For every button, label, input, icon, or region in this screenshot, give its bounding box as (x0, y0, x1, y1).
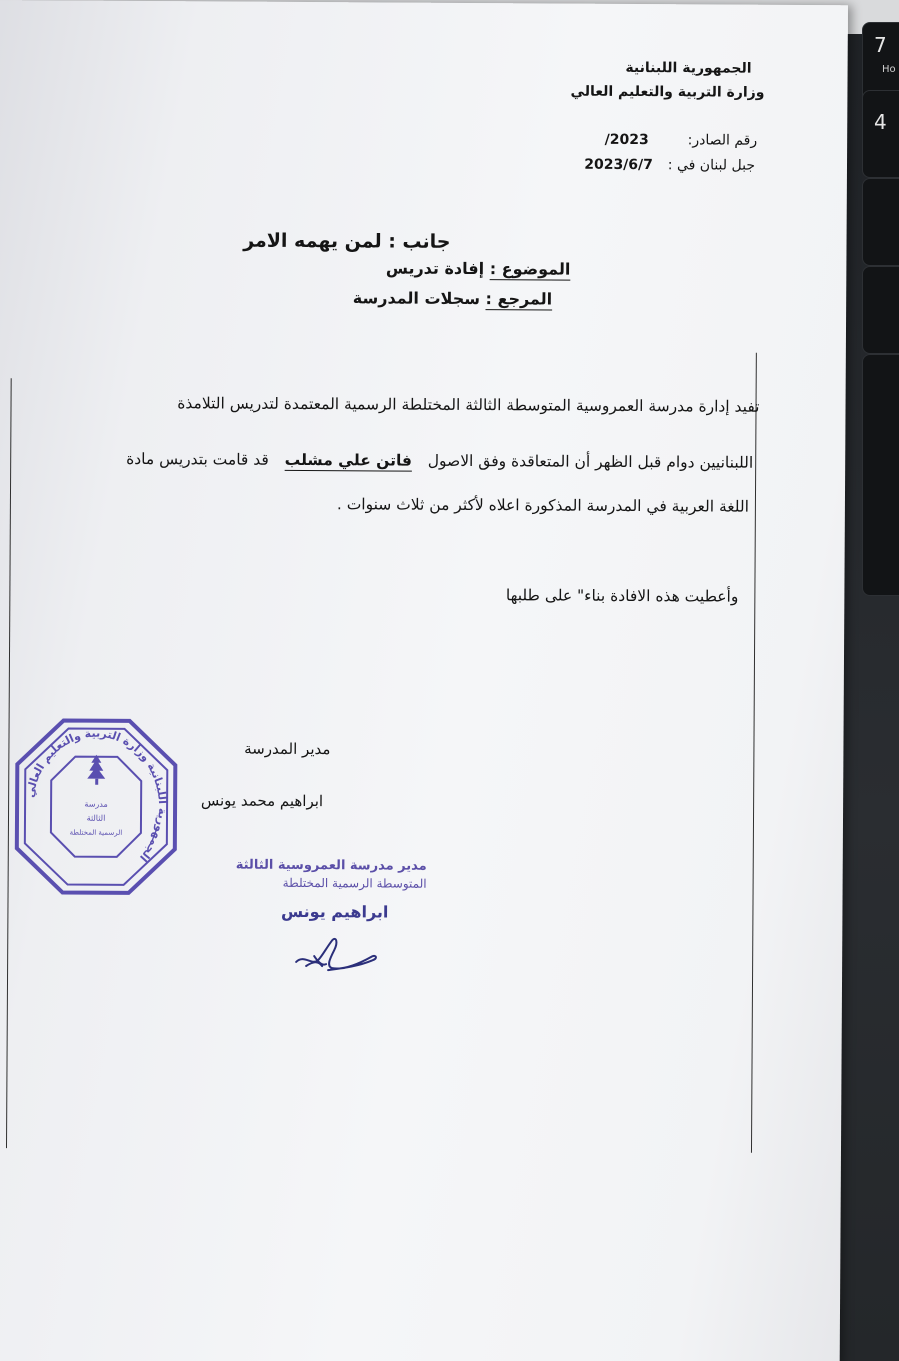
keypad-sub-label: Ho (882, 64, 896, 75)
official-seal-icon (13, 716, 180, 897)
stamp-line-1: مدير مدرسة العمروسية الثالثة (235, 857, 427, 874)
reference-label: المرجع : (485, 289, 553, 309)
keypad-key (862, 178, 899, 266)
signatory-title: مدير المدرسة (244, 739, 331, 759)
handwritten-signature-icon (292, 926, 384, 979)
keypad-label-4: 4 (874, 110, 887, 134)
body-line-2-start: اللبنانيين دوام قبل الظهر أن المتعاقدة وفق الاصول (427, 451, 754, 472)
keypad-key (862, 266, 899, 354)
subject-row (386, 258, 571, 278)
ref-number-row (605, 132, 758, 149)
body-line-2-end: قد قامت بتدريس مادة (126, 449, 269, 469)
seal-inner-line-2: الثالثة (86, 813, 106, 823)
frame-left-line (6, 378, 12, 1148)
header-republic: الجمهورية اللبنانية (625, 59, 752, 77)
signatory-name: ابراهيم محمد يونس (200, 791, 324, 811)
stamp-name: ابراهيم يونس (281, 901, 389, 922)
stamp-line-2: المتوسطة الرسمية المختلطة (282, 875, 427, 891)
closing-line: وأعطيت هذه الافادة بناء" على طلبها (505, 586, 739, 606)
body-line-3: اللغة العربية في المدرسة المذكورة اعلاه لأكثر من ثلاث سنوات . (336, 495, 749, 516)
keypad-key-4 (862, 90, 899, 178)
place-date-row (584, 157, 755, 174)
teacher-name: فاتن علي مشلب (284, 450, 412, 470)
place-date-value: 2023/6/7 (584, 156, 653, 174)
place-date-label: جبل لبنان في : (667, 157, 756, 174)
frame-right-line (751, 353, 757, 1153)
seal-ring-text: الجمهورية اللبنانية وزارة التربية والتعليم العالي (23, 726, 170, 865)
reference-row (353, 288, 552, 308)
body-line-1: تفيد إدارة مدرسة العمروسية المتوسطة الثالثة المختلطة الرسمية المعتمدة لتدريس التلامذة (177, 394, 760, 416)
addressee: جانب : لمن يهمه الامر (243, 229, 451, 253)
ref-number-value: 2023/ (604, 131, 649, 149)
keypad-key (862, 354, 899, 596)
seal-inner-line-1: مدرسة (84, 799, 108, 809)
header-ministry: وزارة التربية والتعليم العالي (570, 83, 765, 101)
body-line-2 (126, 449, 753, 473)
reference-value: سجلات المدرسة (352, 288, 481, 309)
keypad-label-7: 7 (874, 33, 887, 57)
ref-number-label: رقم الصادر: (687, 132, 758, 149)
subject-label: الموضوع : (489, 259, 571, 279)
subject-value: إفادة تدريس (385, 258, 485, 279)
seal-inner-line-3: الرسمية المختلطة (69, 828, 123, 837)
